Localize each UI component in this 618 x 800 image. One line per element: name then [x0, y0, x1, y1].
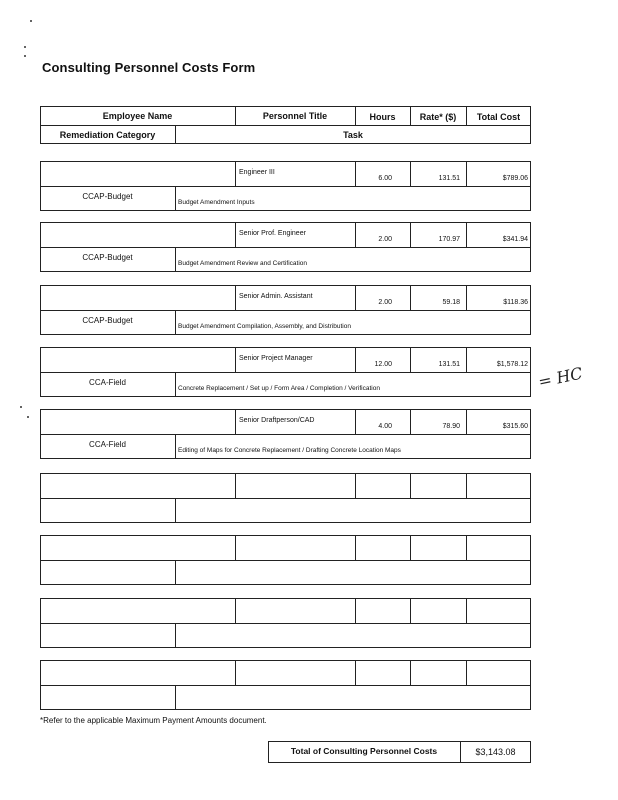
entry-block [40, 285, 531, 335]
entry-block [40, 598, 531, 648]
scan-speck [24, 46, 26, 48]
entry-block [40, 161, 531, 211]
header-rate: Rate* ($) [419, 112, 457, 122]
personnel-title-cell: Senior Prof. Engineer [239, 230, 306, 237]
footnote: *Refer to the applicable Maximum Payment Amounts document. [40, 716, 267, 725]
hours-cell: 4.00 [378, 423, 392, 430]
scan-speck [30, 20, 32, 22]
remediation-category-cell: CCA-Field [89, 378, 126, 387]
hours-cell: 6.00 [378, 175, 392, 182]
scan-speck [20, 406, 22, 408]
total-cost-cell: $789.06 [502, 175, 528, 182]
remediation-category-cell: CCA-Field [89, 440, 126, 449]
personnel-title-cell: Senior Admin. Assistant [239, 293, 313, 300]
rate-cell: 59.18 [442, 299, 460, 306]
header-task: Task [343, 130, 363, 140]
entry-block [40, 409, 531, 459]
entry-block [40, 535, 531, 585]
total-cost-cell: $341.94 [502, 236, 528, 243]
remediation-category-cell: CCAP-Budget [82, 192, 133, 201]
total-label: Total of Consulting Personnel Costs [290, 746, 438, 756]
task-cell: Budget Amendment Inputs [178, 199, 255, 206]
page-title: Consulting Personnel Costs Form [42, 60, 256, 75]
entry-block [40, 222, 531, 272]
header-employee-name: Employee Name [102, 111, 173, 121]
personnel-title-cell: Senior Project Manager [239, 355, 313, 362]
personnel-title-cell: Engineer III [239, 169, 275, 176]
total-cost-summary [268, 741, 531, 763]
rate-cell: 78.90 [442, 423, 460, 430]
total-cost-cell: $315.60 [502, 423, 528, 430]
header-personnel-title: Personnel Title [262, 111, 328, 121]
rate-cell: 131.51 [438, 175, 460, 182]
total-cost-cell: $118.36 [503, 299, 528, 306]
handwritten-initials: = HC [536, 363, 585, 392]
scan-speck [24, 55, 26, 57]
rate-cell: 131.51 [438, 361, 460, 368]
hours-cell: 2.00 [378, 236, 392, 243]
total-cost-cell: $1,578.12 [496, 361, 528, 368]
remediation-category-cell: CCAP-Budget [82, 316, 133, 325]
hours-cell: 12.00 [374, 361, 392, 368]
header-remediation-category: Remediation Category [59, 130, 156, 140]
entry-block [40, 347, 531, 397]
table-header [40, 106, 531, 144]
entry-block [40, 660, 531, 710]
task-cell: Budget Amendment Compilation, Assembly, and Distribution [178, 323, 351, 330]
scan-speck [27, 416, 29, 418]
entry-block [40, 473, 531, 523]
task-cell: Concrete Replacement / Set up / Form Area / Completion / Verification [178, 385, 380, 392]
remediation-category-cell: CCAP-Budget [82, 253, 133, 262]
total-value: $3,143.08 [475, 747, 516, 757]
personnel-title-cell: Senior Draftperson/CAD [239, 417, 315, 424]
task-cell: Budget Amendment Review and Certification [178, 260, 307, 267]
rate-cell: 170.97 [438, 236, 460, 243]
hours-cell: 2.00 [378, 299, 392, 306]
header-total-cost: Total Cost [476, 112, 521, 122]
header-hours: Hours [369, 112, 396, 122]
task-cell: Editing of Maps for Concrete Replacement / Drafting Concrete Location Maps [178, 447, 401, 454]
